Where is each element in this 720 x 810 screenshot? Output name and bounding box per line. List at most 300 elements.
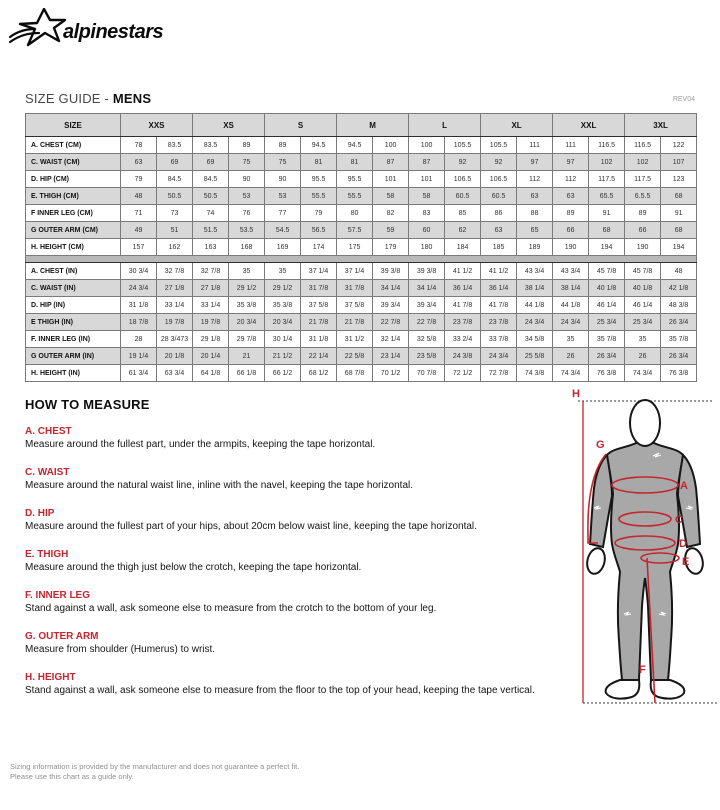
measure-item-desc: Measure around the thigh just below the crotch, keeping the tape horizontal.	[25, 562, 362, 573]
table-cell: 63	[553, 188, 589, 205]
table-cell: 20 3/4	[229, 314, 265, 331]
table-row	[26, 239, 697, 256]
table-cell: 66 1/8	[229, 365, 265, 382]
table-cell: 84.5	[157, 171, 193, 188]
table-cell: 74	[193, 205, 229, 222]
table-cell: 41 7/8	[445, 297, 481, 314]
table-cell: 34 1/4	[409, 280, 445, 297]
size-col-header-3xl: 3XL	[625, 114, 697, 137]
table-cell: 175	[337, 239, 373, 256]
table-cell: 39 3/4	[373, 297, 409, 314]
table-cell: 35	[265, 263, 301, 280]
measure-item	[25, 631, 570, 655]
table-cell: 28 3/473	[157, 331, 193, 348]
table-cell: 51.5	[193, 222, 229, 239]
table-cell: 94.5	[301, 137, 337, 154]
revision-label: REV04	[672, 96, 695, 103]
table-cell: 62	[445, 222, 481, 239]
table-cell: 31 1/8	[121, 297, 157, 314]
how-to-measure-section	[25, 397, 570, 713]
table-cell: 51	[157, 222, 193, 239]
table-cell: 25 5/8	[517, 348, 553, 365]
label-c: C	[675, 514, 683, 526]
table-cell: 174	[301, 239, 337, 256]
table-cell: 81	[301, 154, 337, 171]
table-cell: 43 3/4	[517, 263, 553, 280]
table-cell: 69	[157, 154, 193, 171]
table-cell: 194	[661, 239, 697, 256]
table-row	[26, 154, 697, 171]
table-cell: 22 7/8	[409, 314, 445, 331]
row-label: C. WAIST (IN)	[26, 280, 121, 297]
table-cell: 28	[121, 331, 157, 348]
table-cell: 24 3/4	[121, 280, 157, 297]
table-cell: 185	[481, 239, 517, 256]
table-cell: 75	[265, 154, 301, 171]
table-cell: 101	[373, 171, 409, 188]
table-cell: 116.5	[625, 137, 661, 154]
table-row	[26, 331, 697, 348]
table-cell: 19 7/8	[157, 314, 193, 331]
table-cell: 163	[193, 239, 229, 256]
table-cell: 25 3/4	[589, 314, 625, 331]
table-cell: 65	[517, 222, 553, 239]
table-cell: 66	[625, 222, 661, 239]
row-label: G OUTER ARM (IN)	[26, 348, 121, 365]
size-guide-table	[25, 113, 697, 382]
table-row	[26, 137, 697, 154]
measure-item-desc: Measure around the fullest part of your hips, about 20cm below waist line, keeping the tape horizontal.	[25, 521, 477, 532]
table-cell: 76 3/8	[589, 365, 625, 382]
table-cell: 66 1/2	[265, 365, 301, 382]
alpinestars-logo-icon	[8, 8, 176, 48]
table-cell: 40 1/8	[625, 280, 661, 297]
table-cell: 71	[121, 205, 157, 222]
left-hand	[585, 546, 608, 575]
row-label: F INNER LEG (CM)	[26, 205, 121, 222]
table-header-row	[26, 114, 697, 137]
table-cell: 123	[661, 171, 697, 188]
measure-item-desc: Stand against a wall, ask someone else to measure from the floor to the top of your head, keeping the tape vertical.	[25, 685, 535, 696]
table-cell: 44 1/8	[517, 297, 553, 314]
measure-item-title: C. WAIST	[25, 467, 70, 478]
table-cell: 19 1/4	[121, 348, 157, 365]
table-cell: 112	[517, 171, 553, 188]
table-cell: 74 3/8	[517, 365, 553, 382]
table-cell: 54.5	[265, 222, 301, 239]
table-cell: 43 3/4	[553, 263, 589, 280]
table-cell: 35	[229, 263, 265, 280]
measure-item-title: G. OUTER ARM	[25, 631, 99, 642]
row-label: E THIGH (IN)	[26, 314, 121, 331]
table-cell: 39 3/8	[373, 263, 409, 280]
table-cell: 24 3/8	[445, 348, 481, 365]
table-cell: 68 1/2	[301, 365, 337, 382]
table-cell: 34 1/4	[373, 280, 409, 297]
table-cell: 24 3/4	[553, 314, 589, 331]
table-cell: 36 1/4	[481, 280, 517, 297]
page-title-gender: MENS	[112, 91, 152, 106]
table-cell: 32 5/8	[409, 331, 445, 348]
table-cell: 61 3/4	[121, 365, 157, 382]
table-cell: 29 1/8	[193, 331, 229, 348]
table-cell: 23 7/8	[445, 314, 481, 331]
right-foot	[651, 680, 685, 699]
table-row	[26, 365, 697, 382]
table-cell: 169	[265, 239, 301, 256]
table-cell: 45 7/8	[625, 263, 661, 280]
measure-item-title: E. THIGH	[25, 549, 69, 560]
table-cell: 68	[589, 222, 625, 239]
table-cell: 41 1/2	[445, 263, 481, 280]
size-col-header-xs: XS	[193, 114, 265, 137]
table-cell: 33 7/8	[481, 331, 517, 348]
table-cell: 73	[157, 205, 193, 222]
table-row	[26, 171, 697, 188]
measure-item-desc: Stand against a wall, ask someone else to measure from the crotch to the bottom of your leg.	[25, 603, 437, 614]
table-cell: 37 1/4	[337, 263, 373, 280]
label-a: A	[680, 480, 688, 492]
table-cell: 58	[373, 188, 409, 205]
table-cell: 75	[229, 154, 265, 171]
row-label: D. HIP (CM)	[26, 171, 121, 188]
row-label: G OUTER ARM (CM)	[26, 222, 121, 239]
table-cell: 35 3/8	[265, 297, 301, 314]
left-foot	[606, 680, 640, 699]
table-cell: 89	[553, 205, 589, 222]
table-cell: 77	[265, 205, 301, 222]
table-cell: 24 3/4	[481, 348, 517, 365]
row-label: D. HIP (IN)	[26, 297, 121, 314]
table-cell: 30 3/4	[121, 263, 157, 280]
table-cell: 20 3/4	[265, 314, 301, 331]
table-cell: 31 1/2	[337, 331, 373, 348]
table-cell: 95.5	[337, 171, 373, 188]
table-cell: 50.5	[157, 188, 193, 205]
table-cell: 72 7/8	[481, 365, 517, 382]
measure-item	[25, 426, 570, 450]
table-cell: 26 3/4	[661, 314, 697, 331]
table-cell: 23 7/8	[481, 314, 517, 331]
table-cell: 35	[625, 331, 661, 348]
table-cell: 60.5	[481, 188, 517, 205]
measure-item-title: D. HIP	[25, 508, 55, 519]
table-cell: 35 3/8	[229, 297, 265, 314]
table-cell: 69	[193, 154, 229, 171]
table-cell: 79	[301, 205, 337, 222]
table-cell: 81	[337, 154, 373, 171]
table-cell: 31 7/8	[337, 280, 373, 297]
table-cell: 22 1/4	[301, 348, 337, 365]
table-cell: 53	[265, 188, 301, 205]
table-cell: 105.5	[481, 137, 517, 154]
table-cell: 25 3/4	[625, 314, 661, 331]
table-cell: 76 3/8	[661, 365, 697, 382]
table-cell: 68	[661, 188, 697, 205]
table-cell: 20 1/8	[157, 348, 193, 365]
table-cell: 89	[625, 205, 661, 222]
row-label: E. THIGH (CM)	[26, 188, 121, 205]
table-cell: 31 7/8	[301, 280, 337, 297]
measure-item-title: A. CHEST	[25, 426, 72, 437]
table-cell: 87	[373, 154, 409, 171]
table-cell: 83.5	[157, 137, 193, 154]
table-cell: 157	[121, 239, 157, 256]
row-label: H. HEIGHT (IN)	[26, 365, 121, 382]
table-cell: 58	[409, 188, 445, 205]
head	[630, 400, 660, 446]
table-cell: 90	[265, 171, 301, 188]
table-cell: 72 1/2	[445, 365, 481, 382]
table-cell: 29 1/2	[265, 280, 301, 297]
table-cell: 49	[121, 222, 157, 239]
table-cell: 91	[589, 205, 625, 222]
table-cell: 48	[121, 188, 157, 205]
table-cell: 78	[121, 137, 157, 154]
table-cell: 6.5.5	[625, 188, 661, 205]
disclaimer-line2: Please use this chart as a guide only.	[10, 771, 134, 781]
size-col-header-m: M	[337, 114, 409, 137]
table-cell: 70 7/8	[409, 365, 445, 382]
table-cell: 83.5	[193, 137, 229, 154]
table-cell: 106.5	[445, 171, 481, 188]
table-cell: 32 7/8	[157, 263, 193, 280]
measure-item	[25, 467, 570, 491]
table-cell: 23 1/4	[373, 348, 409, 365]
disclaimer-line1: Sizing information is provided by the manufacturer and does not guarantee a perfect fit.	[10, 762, 300, 771]
table-cell: 162	[157, 239, 193, 256]
table-cell: 74 3/4	[553, 365, 589, 382]
measure-item-title: F. INNER LEG	[25, 590, 91, 601]
table-cell: 189	[517, 239, 553, 256]
table-cell: 37 5/8	[337, 297, 373, 314]
measure-item	[25, 672, 570, 696]
table-cell: 111	[553, 137, 589, 154]
measure-item	[25, 549, 570, 573]
table-cell: 55.5	[337, 188, 373, 205]
row-label: F. INNER LEG (IN)	[26, 331, 121, 348]
table-cell: 84.5	[193, 171, 229, 188]
label-g: G	[596, 439, 605, 451]
table-cell: 111	[517, 137, 553, 154]
table-cell: 105.5	[445, 137, 481, 154]
table-cell: 35	[553, 331, 589, 348]
table-cell: 106.5	[481, 171, 517, 188]
table-cell: 86	[481, 205, 517, 222]
table-cell: 85	[445, 205, 481, 222]
table-cell: 46 1/4	[589, 297, 625, 314]
table-cell: 82	[373, 205, 409, 222]
table-cell: 21 1/2	[265, 348, 301, 365]
table-cell: 36 1/4	[445, 280, 481, 297]
page-title-prefix: SIZE GUIDE -	[25, 91, 113, 106]
table-cell: 21 7/8	[301, 314, 337, 331]
table-cell: 80	[337, 205, 373, 222]
table-cell: 29 1/2	[229, 280, 265, 297]
table-cell: 32 7/8	[193, 263, 229, 280]
table-cell: 90	[229, 171, 265, 188]
table-cell: 37 1/4	[301, 263, 337, 280]
table-cell: 102	[625, 154, 661, 171]
label-e: E	[682, 556, 690, 568]
label-d: D	[679, 538, 687, 550]
size-col-header-l: L	[409, 114, 481, 137]
table-cell: 94.5	[337, 137, 373, 154]
table-cell: 48 3/8	[661, 297, 697, 314]
table-cell: 59	[373, 222, 409, 239]
table-cell: 53.5	[229, 222, 265, 239]
table-cell: 76	[229, 205, 265, 222]
table-cell: 64 1/8	[193, 365, 229, 382]
table-cell: 38 1/4	[517, 280, 553, 297]
table-cell: 63	[517, 188, 553, 205]
table-cell: 100	[373, 137, 409, 154]
measurement-figure	[556, 386, 720, 714]
table-cell: 53	[229, 188, 265, 205]
table-cell: 42 1/8	[661, 280, 697, 297]
table-cell: 179	[373, 239, 409, 256]
table-cell: 79	[121, 171, 157, 188]
table-cell: 107	[661, 154, 697, 171]
table-cell: 24 3/4	[517, 314, 553, 331]
table-cell: 32 1/4	[373, 331, 409, 348]
measure-item-desc: Measure around the fullest part, under the armpits, keeping the tape horizontal.	[25, 439, 376, 450]
table-cell: 39 3/8	[409, 263, 445, 280]
table-cell: 40 1/8	[589, 280, 625, 297]
table-cell: 97	[553, 154, 589, 171]
measure-item-title: H. HEIGHT	[25, 672, 76, 683]
table-cell: 20 1/4	[193, 348, 229, 365]
table-cell: 21	[229, 348, 265, 365]
table-cell: 68	[661, 222, 697, 239]
logo-wordmark: alpinestars	[63, 21, 164, 43]
table-cell: 35 7/8	[589, 331, 625, 348]
measure-list	[25, 426, 570, 696]
table-cell: 33 2/4	[445, 331, 481, 348]
table-cell: 91	[661, 205, 697, 222]
table-row	[26, 188, 697, 205]
table-cell: 33 1/4	[193, 297, 229, 314]
table-cell: 26 3/4	[589, 348, 625, 365]
table-cell: 87	[409, 154, 445, 171]
table-cell: 65.5	[589, 188, 625, 205]
table-cell: 97	[517, 154, 553, 171]
table-cell: 168	[229, 239, 265, 256]
label-h: H	[572, 388, 580, 400]
table-cell: 39 3/4	[409, 297, 445, 314]
table-cell: 56.5	[301, 222, 337, 239]
table-cell: 63	[121, 154, 157, 171]
table-cell: 21 7/8	[337, 314, 373, 331]
size-col-header-xl: XL	[481, 114, 553, 137]
table-cell: 63 3/4	[157, 365, 193, 382]
table-cell: 27 1/8	[193, 280, 229, 297]
table-cell: 37 5/8	[301, 297, 337, 314]
table-cell: 30 1/4	[265, 331, 301, 348]
table-row	[26, 314, 697, 331]
table-cell: 184	[445, 239, 481, 256]
table-cell: 122	[661, 137, 697, 154]
table-cell: 112	[553, 171, 589, 188]
page-title	[25, 91, 151, 106]
table-cell: 26 3/4	[661, 348, 697, 365]
table-cell: 23 5/8	[409, 348, 445, 365]
table-cell: 117.5	[589, 171, 625, 188]
table-cell: 89	[229, 137, 265, 154]
table-cell: 70 1/2	[373, 365, 409, 382]
table-cell: 83	[409, 205, 445, 222]
table-row	[26, 205, 697, 222]
table-cell: 33 1/4	[157, 297, 193, 314]
size-col-header-xxl: XXL	[553, 114, 625, 137]
table-cell: 45 7/8	[589, 263, 625, 280]
size-corner-header: SIZE	[26, 114, 121, 137]
size-col-header-s: S	[265, 114, 337, 137]
table-cell: 60.5	[445, 188, 481, 205]
table-cell: 29 7/8	[229, 331, 265, 348]
table-cell: 95.5	[301, 171, 337, 188]
table-cell: 101	[409, 171, 445, 188]
table-cell: 48	[661, 263, 697, 280]
how-to-measure-heading: HOW TO MEASURE	[25, 397, 150, 412]
table-cell: 92	[445, 154, 481, 171]
table-cell: 38 1/4	[553, 280, 589, 297]
table-cell: 116.5	[589, 137, 625, 154]
measure-item-desc: Measure from shoulder (Humerus) to wrist.	[25, 644, 216, 655]
size-col-header-xxs: XXS	[121, 114, 193, 137]
table-cell: 26	[553, 348, 589, 365]
disclaimer	[10, 762, 299, 781]
table-cell: 22 7/8	[373, 314, 409, 331]
table-row	[26, 297, 697, 314]
table-cell: 190	[625, 239, 661, 256]
table-cell: 46 1/4	[625, 297, 661, 314]
table-row	[26, 263, 697, 280]
table-cell: 41 1/2	[481, 263, 517, 280]
table-cell: 92	[481, 154, 517, 171]
table-row	[26, 348, 697, 365]
measure-item-desc: Measure around the natural waist line, inline with the navel, keeping the tape horizontal.	[25, 480, 414, 491]
row-label: A. CHEST (CM)	[26, 137, 121, 154]
table-cell: 60	[409, 222, 445, 239]
table-cell: 66	[553, 222, 589, 239]
table-cell: 57.5	[337, 222, 373, 239]
table-row	[26, 280, 697, 297]
table-cell: 88	[517, 205, 553, 222]
row-label: H. HEIGHT (CM)	[26, 239, 121, 256]
table-row	[26, 222, 697, 239]
row-label: A. CHEST (IN)	[26, 263, 121, 280]
measure-item	[25, 508, 570, 532]
table-cell: 27 1/8	[157, 280, 193, 297]
table-cell: 34 5/8	[517, 331, 553, 348]
table-cell: 100	[409, 137, 445, 154]
measure-item	[25, 590, 570, 614]
unit-separator-row	[26, 256, 697, 263]
table-cell: 18 7/8	[121, 314, 157, 331]
table-cell: 89	[265, 137, 301, 154]
table-cell: 63	[481, 222, 517, 239]
star-icon	[20, 9, 65, 45]
table-cell: 35 7/8	[661, 331, 697, 348]
table-cell: 102	[589, 154, 625, 171]
table-cell: 74 3/4	[625, 365, 661, 382]
table-cell: 44 1/8	[553, 297, 589, 314]
table-cell: 68 7/8	[337, 365, 373, 382]
table-cell: 180	[409, 239, 445, 256]
table-cell: 55.5	[301, 188, 337, 205]
label-f: F	[639, 664, 646, 676]
